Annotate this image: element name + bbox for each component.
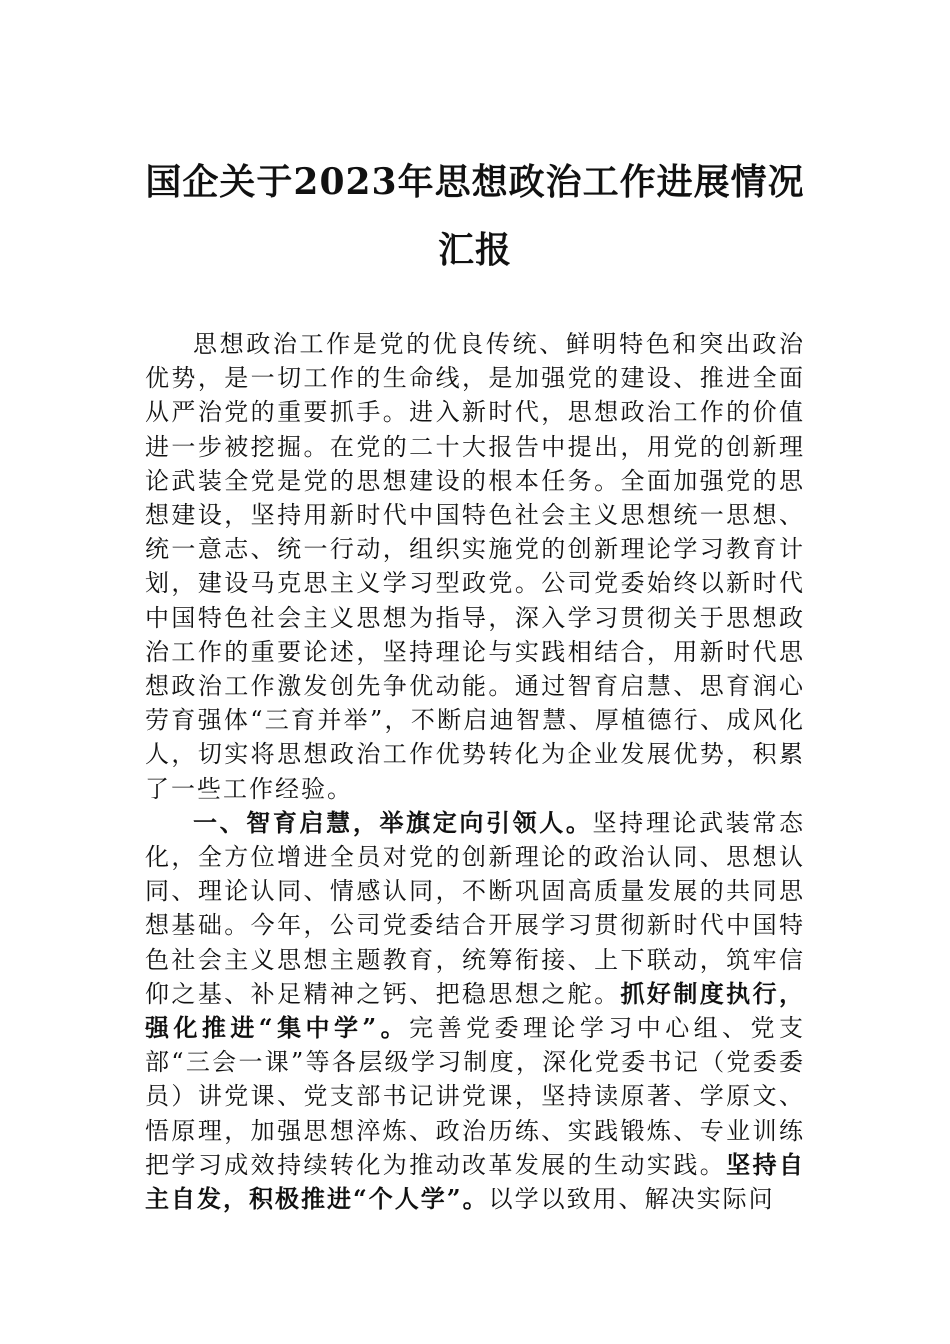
section-1-subheading-c: 坚持自主自发，积极推进“个人学”。 [145, 1149, 806, 1214]
section-1-text-c: 以学以致用、解决实际问 [488, 1185, 775, 1214]
intro-paragraph: 思想政治工作是党的优良传统、鲜明特色和突出政治优势，是一切工作的生命线，是加强党的建设、推进全面从严治党的重要抓手。进入新时代，思想政治工作的价值进一步被挖掘。在党的二十大报告中提出，用党的创新理论武装全党是党的思想建设的根本任务。全面加强党的思想建设，坚持用新时代中国特色社会主义思想统一思想、统一意志、统一行动，组织实施党的创新理论学习教育计划，建设马克思主义学习型政党。公司党委始终以新时代中国特色社会主义思想为指导，深入学习贯彻关于思想政治工作的重要论述，坚持理论与实践相结合，用新时代思想政治工作激发创先争优动能。通过智育启慧、思育润心劳育强体“三育并举”，不断启迪智慧、厚植德行、成风化人，切实将思想政治工作优势转化为企业发展优势，积累了一些工作经验。 [145, 330, 805, 803]
section-1-heading: 一、智育启慧，举旗定向引领人。 [193, 807, 593, 837]
section-1-subheading-b: 抓好制度执行，强化推进“集中学”。 [145, 978, 805, 1043]
document-body [145, 327, 805, 1216]
document-title: 国企关于2023年思想政治工作进展情况汇报 [145, 161, 805, 271]
section-1-text-b: 完善党委理论学习中心组、党支部“三会一课”等各层级学习制度，深化党委书记（党委委员）讲党课、党支部书记讲党课，坚持读原著、学原文、悟原理，加强思想淬炼、政治历练、实践锻炼、专业训练把学习成效持续转化为推动改革发展的生动实践。 [145, 1014, 806, 1179]
section-1-paragraph [145, 806, 805, 1216]
section-1-text-a: 坚持理论武装常态化，全方位增进全员对党的创新理论的政治认同、思想认同、理论认同、情感认同，不断巩固高质量发展的共同思想基础。今年，公司党委结合开展学习贯彻新时代中国特色社会主义思想主题教育，统筹衔接、上下联动，筑牢信仰之基、补足精神之钙、把稳思想之舵。 [145, 808, 806, 1008]
